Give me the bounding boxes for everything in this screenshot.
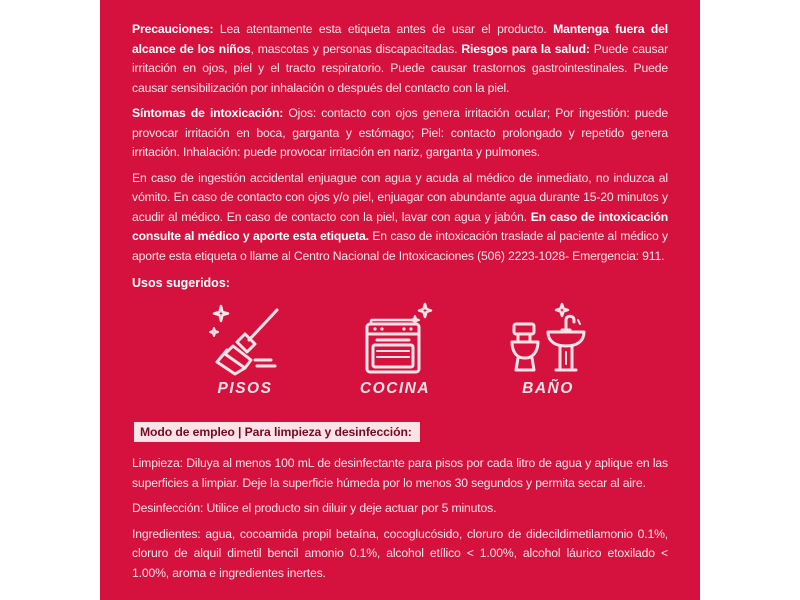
precautions-bold-1: Mantenga fuera del alcance de los niños xyxy=(132,22,668,56)
symptoms-label: Síntomas de intoxicación: xyxy=(132,106,284,120)
disinfection-paragraph: Desinfección: Utilice el producto sin diluir y deje actuar por 5 minutos. xyxy=(132,501,497,515)
first-aid-text-2: En caso de intoxicación traslade al paciente al médico y aporte esta etiqueta o llame al Centro Nacional de Intoxicaciones (506) 2223-1028- Emergencia: 911. xyxy=(132,229,668,263)
use-label-kitchen: COCINA xyxy=(359,380,431,397)
first-aid-paragraph xyxy=(132,169,668,267)
stove-icon xyxy=(355,300,435,376)
use-item-kitchen xyxy=(345,300,445,398)
symptoms-text: Ojos: contacto con ojos genera irritación ocular; Por ingestión: puede provocar irritación en boca, garganta y estómago; Piel: contacto prolongado y repetido genera irritación. Inhalación: puede provocar irritación en nariz, garganta y pulmones. xyxy=(132,106,668,159)
precautions-paragraph xyxy=(132,20,668,98)
use-item-bathroom xyxy=(498,300,598,398)
product-label xyxy=(100,0,700,600)
use-label-floors: PISOS xyxy=(217,380,273,397)
uses-title: Usos sugeridos: xyxy=(132,276,230,290)
first-aid-text-1: En caso de ingestión accidental enjuague con agua y acuda al médico de inmediato, no induzca al vómito. En caso de contacto con ojos y/o piel, enjuagar con abundante agua durante 15-20 minutos y acudir al médico. En caso de contacto con la piel, lavar con agua y jabón. xyxy=(132,170,668,224)
precautions-label: Precauciones: xyxy=(132,22,214,36)
uses-icons xyxy=(132,294,668,414)
use-label-bathroom: BAÑO xyxy=(522,380,574,397)
cleaning-paragraph: Limpieza: Diluya al menos 100 mL de desinfectante para pisos por cada litro de agua y aplique en las superficies a limpiar. Deje la superficie húmeda por lo menos 30 segundos y permita secar al aire. xyxy=(132,456,668,490)
first-aid-bold: En caso de intoxicación consulte al médico y aporte esta etiqueta. xyxy=(132,209,668,243)
usage-mode-banner: Modo de empleo | Para limpieza y desinfección: xyxy=(134,422,420,442)
bathroom-icon xyxy=(508,300,588,376)
mop-icon xyxy=(205,300,285,376)
precautions-text-2: , mascotas y personas discapacitadas. xyxy=(250,41,462,56)
ingredients-paragraph: Ingredientes: agua, cocoamida propil betaína, cocoglucósido, cloruro de didecildimetilamonio 0.1%, cloruro de alquil dimetil bencil amonio 0.1%, alcohol etílico < 1.00%, alcohol láurico etoxilado < 1.00%, aroma e ingredientes inertes. xyxy=(132,526,668,580)
precautions-text-1: Lea atentamente esta etiqueta antes de usar el producto. xyxy=(213,22,554,36)
precautions-text-3: Puede causar irritación en ojos, piel y el tracto respiratorio. Puede causar trastornos gastrointestinales. Puede causar sensibilización por inhalación o después del contacto con la piel. xyxy=(132,41,668,95)
health-risks-label: Riesgos para la salud: xyxy=(461,41,590,56)
symptoms-paragraph xyxy=(132,104,668,163)
use-item-floors xyxy=(195,300,295,398)
